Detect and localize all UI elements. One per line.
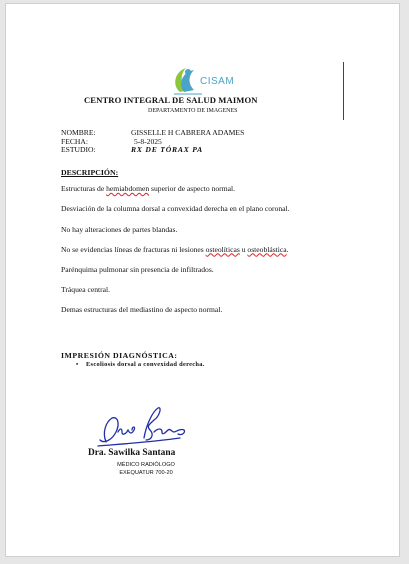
study-date: 5-8-2025: [134, 136, 162, 146]
finding-paragraph: No hay alteraciones de partes blandas.: [61, 224, 178, 234]
finding-paragraph: Tráquea central.: [61, 284, 111, 294]
impression-heading: IMPRESIÓN DIAGNÓSTICA:: [61, 351, 178, 360]
finding-paragraph: Desviación de la columna dorsal a convexidad derecha en el plano coronal.: [61, 204, 290, 213]
logo-text: CISAM: [200, 76, 235, 87]
finding-text: .: [286, 244, 289, 254]
spellcheck-word: osteoblástica: [247, 244, 287, 254]
patient-info: [61, 129, 244, 155]
department-name: DEPARTAMENTO DE IMAGENES: [148, 108, 238, 114]
doctor-credentials: [102, 462, 190, 482]
signature-icon: [92, 402, 192, 450]
text-cursor-bar: [343, 62, 344, 120]
name-label: NOMBRE:: [61, 128, 96, 137]
finding-paragraph: Demas estructuras del mediastino de aspecto normal.: [61, 304, 223, 314]
findings-text: [61, 184, 329, 325]
finding-text: Estructuras de: [61, 184, 107, 193]
study-name: RX DE TÓRAX PA: [131, 145, 204, 155]
study-row: [61, 146, 244, 155]
finding-paragraph: [61, 184, 329, 195]
date-label: FECHA:: [61, 136, 89, 146]
finding-paragraph: Parénquima pulmonar sin presencia de infiltrados.: [61, 264, 214, 274]
doctor-name: Dra. Sawilka Santana: [88, 448, 176, 458]
doctor-title: MÉDICO RADIÓLOGO: [117, 462, 175, 468]
bullet-icon: •: [76, 361, 79, 368]
report-page: [5, 3, 400, 557]
finding-paragraph: [61, 245, 329, 256]
doctor-license: EXEQUATUR 700-20: [119, 470, 173, 476]
description-heading: DESCRIPCIÓN:: [61, 168, 119, 177]
impression-item: Escoliosis dorsal a convexidad derecha.: [86, 361, 205, 368]
finding-text: u: [239, 244, 248, 254]
spellcheck-word: osteolíticas: [205, 244, 240, 254]
finding-text: No se evidencias líneas de fracturas ni lesiones: [61, 244, 206, 254]
impression-list: [76, 361, 205, 368]
spellcheck-word: hemiabdomen: [106, 184, 150, 193]
patient-name: GISSELLE H CABRERA ADAMES: [131, 128, 245, 137]
clinic-logo: [166, 62, 242, 98]
finding-text: superior de aspecto normal.: [149, 184, 235, 193]
organization-name: CENTRO INTEGRAL DE SALUD MAIMON: [84, 95, 258, 105]
study-label: ESTUDIO:: [61, 145, 96, 155]
